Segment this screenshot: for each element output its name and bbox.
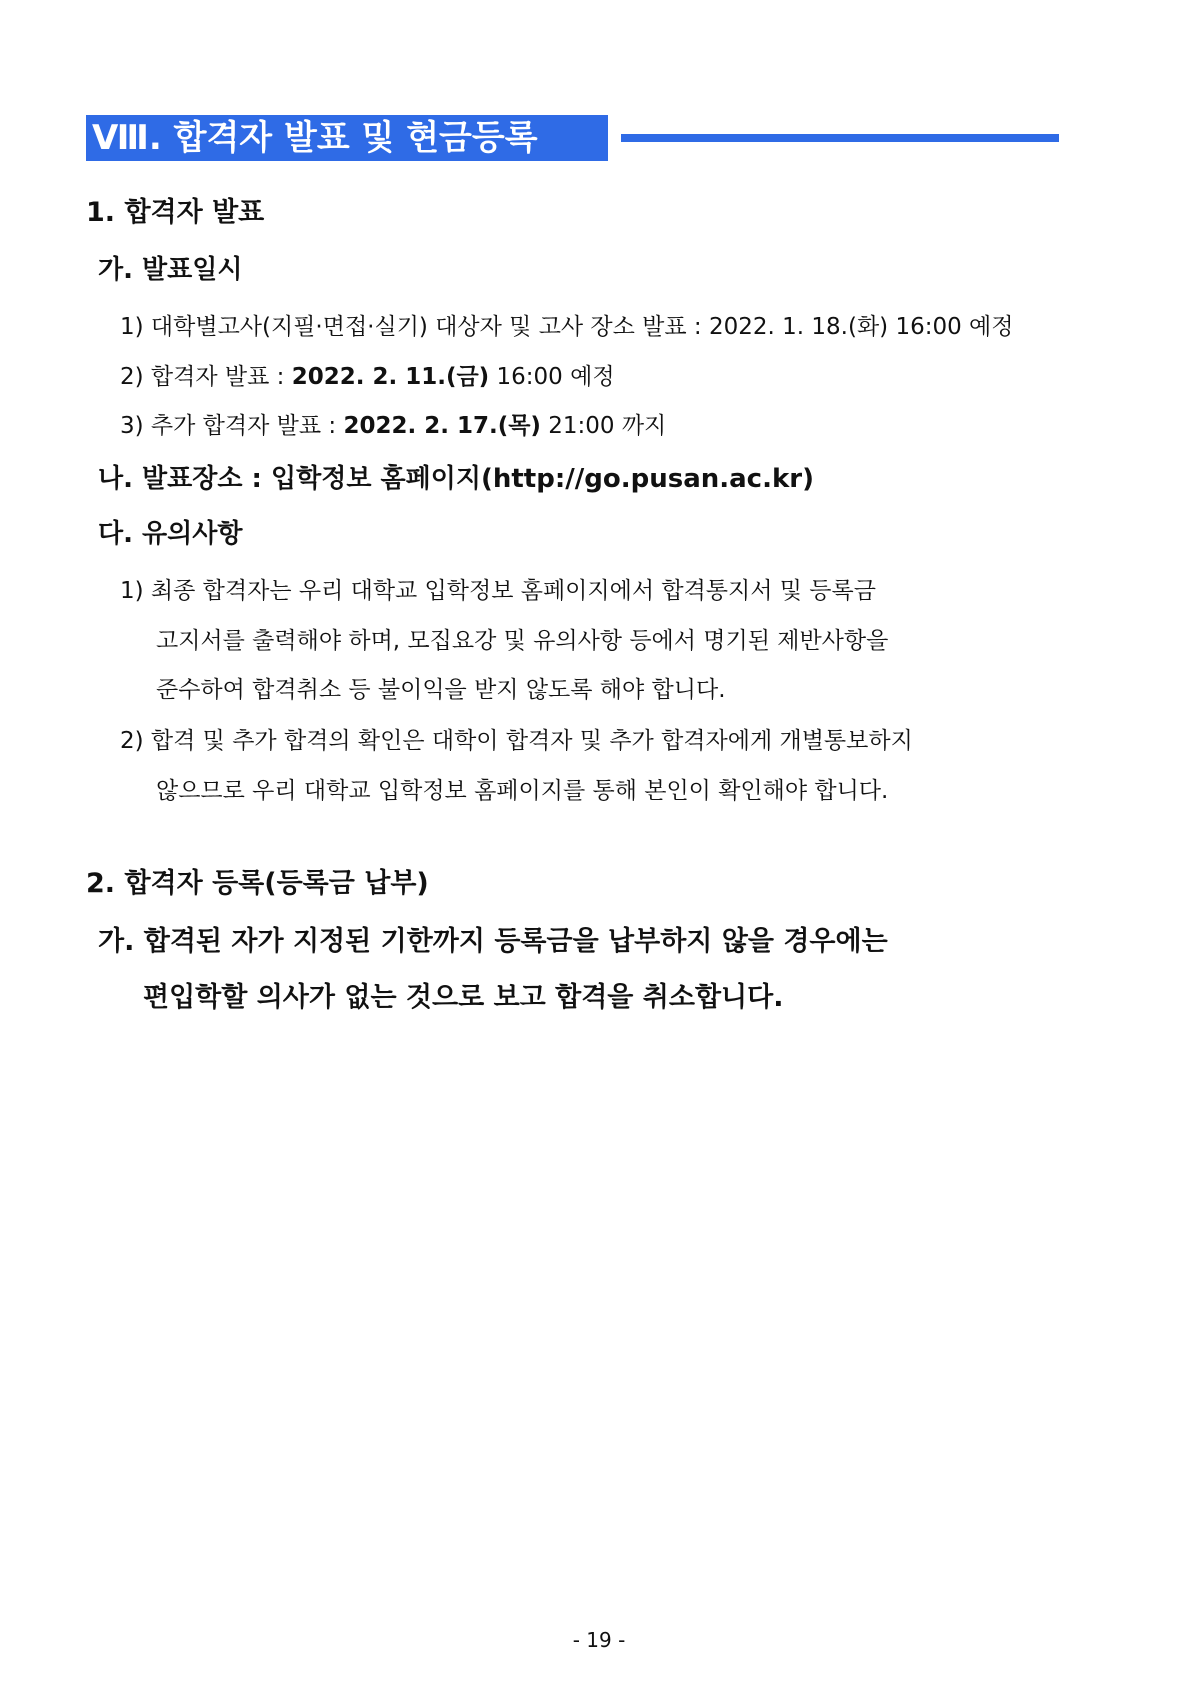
note-1-line-3: 준수하여 합격취소 등 불이익을 받지 않도록 해야 합니다.: [156, 677, 726, 703]
chapter-title: Ⅷ. 합격자 발표 및 현금등록: [92, 118, 538, 158]
section1-heading: 1. 합격자 발표: [86, 197, 265, 228]
schedule-item-3-suffix: 21:00 까지: [540, 413, 667, 439]
schedule-item-3-date: 2022. 2. 17.(목): [343, 413, 541, 439]
announcement-date-heading: 가. 발표일시: [98, 255, 243, 285]
schedule-item-3-prefix: 3) 추가 합격자 발표 :: [120, 413, 344, 439]
note-2-line-1: 2) 합격 및 추가 합격의 확인은 대학이 합격자 및 추가 합격자에게 개별통보하지: [120, 728, 913, 754]
schedule-item-2-prefix: 2) 합격자 발표 :: [120, 364, 292, 390]
notes-heading: 다. 유의사항: [98, 519, 243, 549]
schedule-item-2-suffix: 16:00 예정: [489, 364, 615, 390]
schedule-item-2: [120, 362, 615, 392]
schedule-item-1: 1) 대학별고사(지필·면접·실기) 대상자 및 고사 장소 발표 : 2022. 1. 18.(화) 16:00 예정: [120, 314, 1014, 340]
page-number: - 19 -: [572, 1628, 626, 1652]
note-1-line-2: 고지서를 출력해야 하며, 모집요강 및 유의사항 등에서 명기된 제반사항을: [156, 628, 889, 654]
registration-notice-line-1: 가. 합격된 자가 지정된 기한까지 등록금을 납부하지 않을 경우에는: [98, 926, 888, 957]
schedule-item-2-date: 2022. 2. 11.(금): [291, 364, 490, 390]
schedule-item-3: [120, 411, 666, 441]
section2-heading: 2. 합격자 등록(등록금 납부): [86, 868, 429, 899]
announcement-place-heading: 나. 발표장소 : 입학정보 홈페이지(http://go.pusan.ac.kr): [98, 464, 814, 494]
chapter-rule: [621, 134, 1059, 142]
note-2-line-2: 않으므로 우리 대학교 입학정보 홈페이지를 통해 본인이 확인해야 합니다.: [156, 778, 889, 804]
note-1-line-1: 1) 최종 합격자는 우리 대학교 입학정보 홈페이지에서 합격통지서 및 등록금: [120, 578, 876, 604]
registration-notice-line-2: 편입학할 의사가 없는 것으로 보고 합격을 취소합니다.: [143, 982, 784, 1013]
